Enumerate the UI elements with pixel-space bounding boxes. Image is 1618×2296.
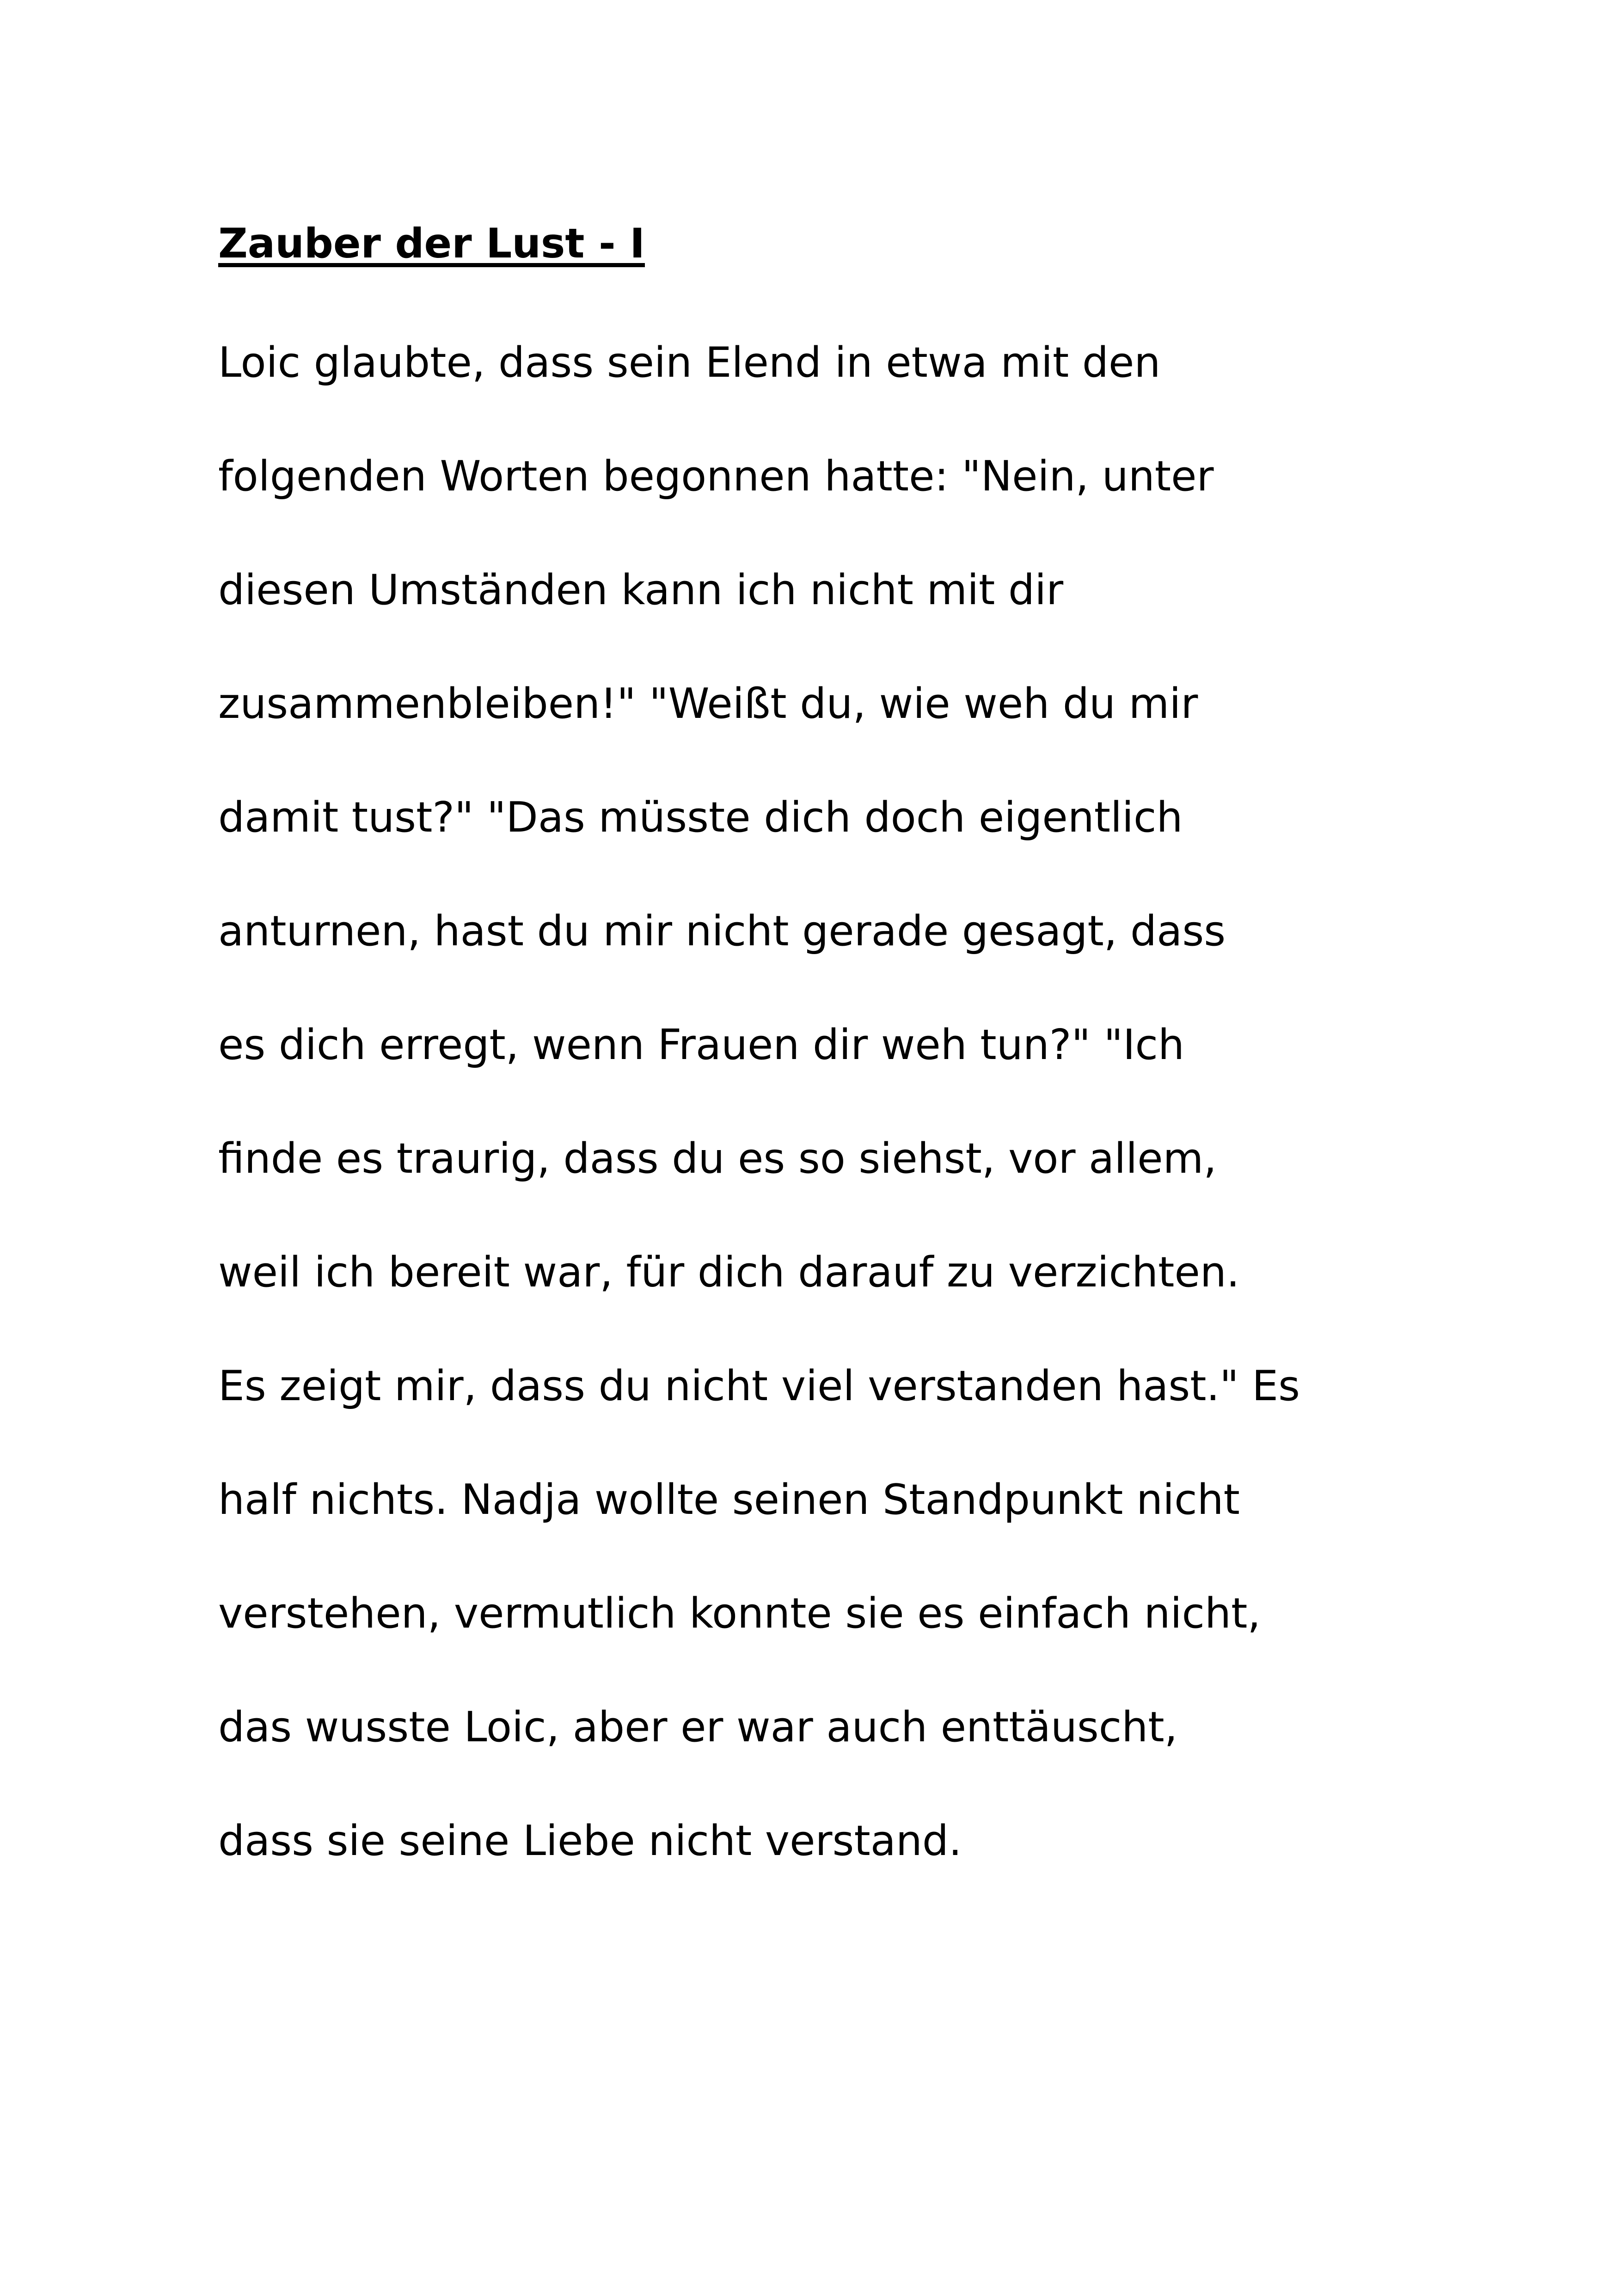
text-line: Es zeigt mir, dass du nicht viel verstanden hast." Es [218, 1362, 1300, 1410]
text-line: zusammenbleiben!" "Weißt du, wie weh du mir [218, 680, 1198, 728]
document-title: Zauber der Lust - I [218, 220, 645, 267]
text-line: dass sie seine Liebe nicht verstand. [218, 1817, 962, 1865]
text-line: diesen Umständen kann ich nicht mit dir [218, 566, 1064, 614]
text-line: finde es traurig, dass du es so siehst, vor allem, [218, 1134, 1217, 1183]
text-line: damit tust?" "Das müsste dich doch eigentlich [218, 793, 1183, 842]
text-line: das wusste Loic, aber er war auch enttäuscht, [218, 1703, 1178, 1751]
text-line: Loic glaubte, dass sein Elend in etwa mit den [218, 338, 1161, 387]
text-line: folgenden Worten begonnen hatte: "Nein, unter [218, 452, 1214, 501]
text-line: half nichts. Nadja wollte seinen Standpunkt nicht [218, 1476, 1240, 1524]
text-line: weil ich bereit war, für dich darauf zu verzichten. [218, 1248, 1240, 1297]
text-line: anturnen, hast du mir nicht gerade gesagt, dass [218, 907, 1226, 955]
text-line: verstehen, vermutlich konnte sie es einfach nicht, [218, 1589, 1261, 1638]
document-body [218, 324, 1466, 1916]
text-line: es dich erregt, wenn Frauen dir weh tun?" "Ich [218, 1021, 1185, 1069]
